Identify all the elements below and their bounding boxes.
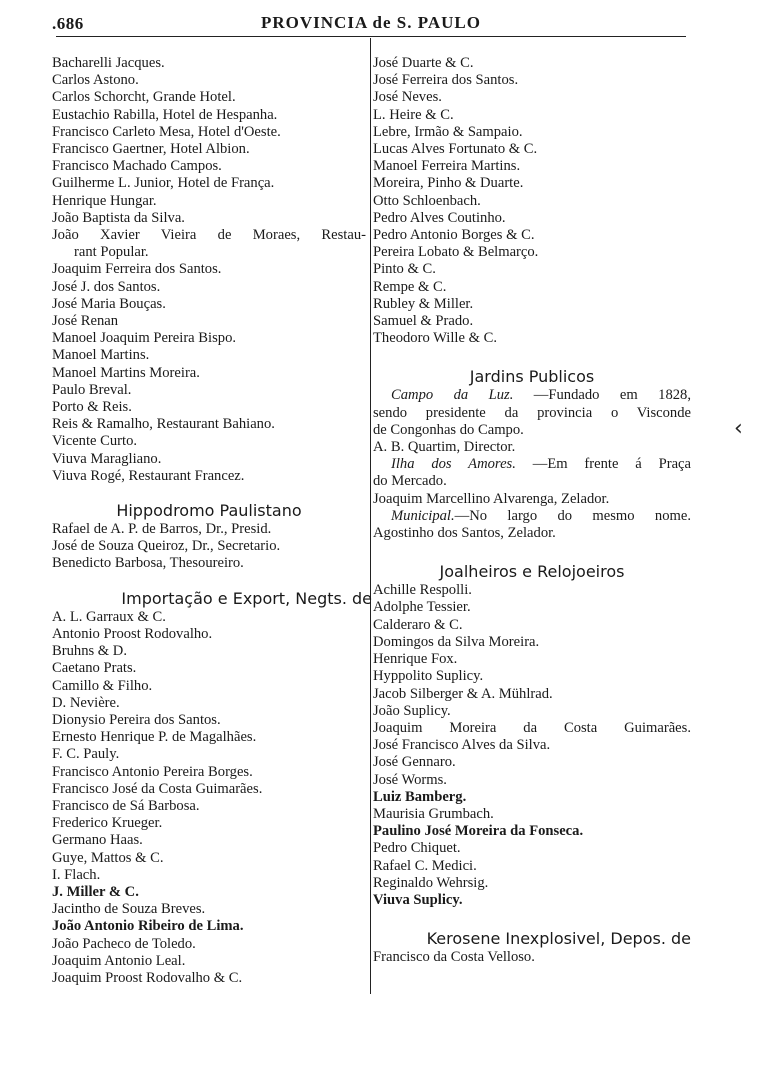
list-item: João Antonio Ribeiro de Lima. (52, 918, 244, 935)
list-item: Pedro Antonio Borges & C. (373, 227, 535, 244)
list-item: Joaquim Marcellino Alvarenga, Zelador. (373, 490, 610, 507)
list-item: Eustachio Rabilla, Hotel de Hespanha. (52, 106, 278, 123)
list-item: Joaquim Ferreira dos Santos. (52, 261, 222, 278)
list-item: Achille Respolli. (373, 582, 472, 599)
list-item: Viuva Suplicy. (373, 891, 463, 908)
list-item: A. L. Garraux & C. (52, 608, 166, 625)
section-heading-hippodromo: Hippodromo Paulistano (116, 501, 302, 521)
list-item: sendo presidente da provincia o Visconde (373, 404, 691, 421)
list-item: Dionysio Pereira dos Santos. (52, 711, 221, 728)
list-item: Camillo & Filho. (52, 677, 153, 694)
margin-mark-icon: ‹ (734, 416, 743, 441)
list-item: Hyppolito Supliсy. (373, 668, 484, 685)
jardins-ilha-line (373, 456, 691, 473)
list-item: Benedicto Barbosa, Thesoureiro. (52, 555, 244, 572)
jardins-municipal-line (373, 508, 691, 525)
list-item: Manoel Martins. (52, 347, 150, 364)
list-item: Francisco de Sá Barbosa. (52, 797, 200, 814)
page-header (52, 12, 686, 37)
list-item: José Gennaro. (373, 754, 456, 771)
list-item: Jacob Silberger & A. Mühlrad. (373, 685, 553, 702)
list-item: Pereira Lobato & Belmarço. (373, 244, 539, 261)
list-item: Carlos Schorcht, Grande Hotel. (52, 89, 236, 106)
list-item: Francisco da Costa Velloso. (373, 949, 535, 966)
left-column (52, 55, 372, 987)
list-item: Francisco Machado Campos. (52, 158, 222, 175)
list-item: Maurisia Grumbach. (373, 805, 494, 822)
list-item: de Congonhas do Campo. (373, 421, 524, 438)
list-item: Ernesto Henrique P. de Magalhães. (52, 729, 257, 746)
list-item: Henrique Hungar. (52, 192, 157, 209)
campo-description: —Fundado em 1828, (513, 387, 691, 404)
list-item: Domingos da Silva Moreira. (373, 633, 540, 650)
list-item: Henrique Fox. (373, 651, 458, 668)
list-item: José Worms. (373, 771, 447, 788)
left-directory-list (52, 55, 366, 485)
list-item: Rafael C. Medici. (373, 857, 477, 874)
list-item: José Renan (52, 313, 119, 330)
list-item: Francisco Gaertner, Hotel Albion. (52, 141, 250, 158)
list-item: Joaquim Proost Rodovalho & C. (52, 969, 243, 986)
list-item: Caetano Prats. (52, 660, 137, 677)
list-item: L. Heire & C. (373, 106, 454, 123)
list-item: Agostinho dos Santos, Zelador. (373, 525, 556, 542)
list-item: Frederico Krueger. (52, 815, 163, 832)
list-item: Luiz Bamberg. (373, 788, 467, 805)
list-item: Reis & Ramalho, Restaurant Bahiano. (52, 416, 275, 433)
list-item: Pinto & C. (373, 261, 436, 278)
list-item: J. Miller & C. (52, 883, 139, 900)
list-item: Jacintho de Souza Breves. (52, 901, 206, 918)
list-item: José J. dos Santos. (52, 278, 161, 295)
list-item: José Francisco Alves da Silva. (373, 737, 551, 754)
list-item: do Mercado. (373, 473, 447, 490)
list-item: Antonio Proost Rodovalho. (52, 625, 213, 642)
list-item: Rubley & Miller. (373, 295, 474, 312)
list-item: Adolphe Tessier. (373, 599, 471, 616)
list-item: Bruhns & D. (52, 643, 127, 660)
list-item: José Ferreira dos Santos. (373, 72, 519, 89)
list-item: Calderaro & C. (373, 616, 463, 633)
list-item: I. Flach. (52, 866, 101, 883)
list-item: João Baptista da Silva. (52, 209, 185, 226)
municipal-description: —No largo do mesmo nome. (454, 507, 691, 524)
section-heading-importacao: Importação e Export, Negts. de (121, 588, 372, 608)
right-directory-list (373, 55, 691, 347)
section-heading-jardins: Jardins Publicos (469, 367, 595, 387)
list-item: João Xavier Vieira de Moraes, Restau- (52, 227, 366, 244)
list-item: Manoel Joaquim Pereira Bispo. (52, 330, 237, 347)
list-item: Guilherme L. Junior, Hotel de França. (52, 175, 275, 192)
list-item: Manoel Ferreira Martins. (373, 158, 521, 175)
page-number: .686 (52, 14, 84, 33)
jardins-campo-line (373, 387, 691, 404)
list-item: Rafael de A. P. de Barros, Dr., Presid. (52, 521, 272, 538)
list-item: José Neves. (373, 89, 442, 106)
list-item: Lucas Alves Fortunato & C. (373, 141, 538, 158)
list-item: Samuel & Prado. (373, 313, 474, 330)
list-item: Joaquim Moreira da Costa Guimarães. (373, 719, 691, 736)
ilha-description: —Em frente á Praça (515, 456, 691, 473)
municipal-name: Municipal. (391, 507, 455, 524)
list-item: A. B. Quartim, Director. (373, 439, 516, 456)
list-item: Carlos Astono. (52, 72, 139, 89)
list-item: Viuva Maragliano. (52, 450, 162, 467)
list-item: Lebre, Irmão & Sampaio. (373, 123, 523, 140)
list-item-continuation: rant Popular. (74, 244, 149, 261)
list-item: João Suplicy. (373, 702, 451, 719)
list-item: José Duarte & C. (373, 55, 474, 71)
ilha-name: Ilha dos Amores. (391, 456, 516, 473)
list-item: D. Nevière. (52, 694, 120, 711)
list-item: Guye, Mattos & C. (52, 849, 164, 866)
list-item: Francisco Carleto Mesa, Hotel d'Oeste. (52, 123, 281, 140)
column-divider (370, 38, 371, 994)
list-item: Otto Schloenbach. (373, 192, 481, 209)
list-item: Paulo Breval. (52, 381, 132, 398)
list-item: Bacharelli Jacques. (52, 55, 165, 71)
list-item: João Pacheco de Toledo. (52, 935, 196, 952)
section-heading-joalheiros: Joalheiros e Relojoeiros (439, 562, 625, 582)
list-item: Pedro Alves Coutinho. (373, 209, 506, 226)
list-item: Viuva Rogé, Restaurant Francez. (52, 467, 245, 484)
list-item: Paulino José Moreira da Fonseca. (373, 823, 584, 840)
list-item: Manoel Martins Moreira. (52, 364, 200, 381)
list-item: Pedro Chiquet. (373, 840, 461, 857)
list-item: Theodoro Wille & C. (373, 330, 497, 347)
right-column (373, 55, 691, 966)
list-item: F. C. Pauly. (52, 746, 120, 763)
list-item: José Maria Bouças. (52, 295, 166, 312)
list-item: Reginaldo Wehrsig. (373, 874, 489, 891)
list-item: Moreira, Pinho & Duarte. (373, 175, 524, 192)
list-item: José de Souza Queiroz, Dr., Secretario. (52, 538, 281, 555)
list-item: Rempe & C. (373, 278, 447, 295)
list-item: Francisco José da Costa Guimarães. (52, 780, 263, 797)
list-item: Vicente Curto. (52, 433, 138, 450)
list-item: Francisco Antonio Pereira Borges. (52, 763, 253, 780)
list-item: Germano Haas. (52, 832, 143, 849)
list-item: Joaquim Antonio Leal. (52, 952, 186, 969)
section-heading-kerosene: Kerosene Inexplosivel, Depos. de (426, 929, 691, 949)
running-title: PROVINCIA de S. PAULO (261, 13, 481, 32)
list-item: Porto & Reis. (52, 399, 132, 416)
campo-name: Campo da Luz. (391, 387, 514, 404)
